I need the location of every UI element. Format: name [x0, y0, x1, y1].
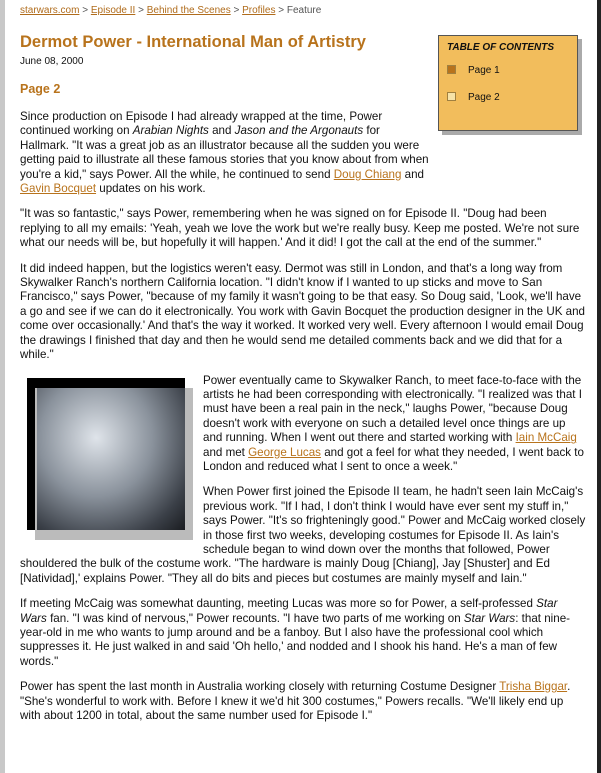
article-body	[20, 110, 586, 734]
link[interactable]: Gavin Bocquet	[20, 182, 97, 196]
text: and got a feel for what they needed, I went back to London and reduced what I sent to once a week."	[203, 445, 584, 473]
link[interactable]: Trisha Biggar	[499, 680, 568, 694]
right-border	[597, 0, 601, 773]
text: >	[230, 5, 243, 16]
left-border	[0, 0, 5, 773]
italic-title: Star Wars	[20, 597, 558, 625]
bullet-square-icon	[447, 92, 456, 101]
text: >	[79, 5, 91, 16]
link[interactable]: starwars.com	[20, 5, 80, 16]
text: fan. "I was kind of nervous," Power recounts. "I have two parts of me working on	[46, 611, 464, 625]
text: Power eventually came to Skywalker Ranch, to meet face-to-face with the artists he had been corresponding with electronically. "I realized was that I must have been a real pain in the neck," laughs Power, "because Doug doesn't work with everyone on such a detailed level once things are up and running. When I went out there and started working with	[203, 373, 582, 445]
link[interactable]: Doug Chiang	[333, 167, 402, 181]
paragraph	[20, 680, 586, 723]
toc-item-page-1[interactable]	[447, 65, 500, 76]
page-title: Dermot Power - International Man of Artistry	[20, 33, 366, 51]
text: updates on his work.	[96, 182, 206, 196]
link[interactable]: Episode II	[90, 5, 136, 16]
paragraph	[20, 262, 586, 363]
text: "It was so fantastic," says Power, remembering when he was signed on for Episode II. "Doug had been replying to all my emails: 'Yeah, yeah we love the work but we're really busy. Keep me posted. We're not sure what our needs will be, but hopefully it will happen.' And it did! I got the call at the end of the summer."	[20, 207, 580, 250]
text: >	[135, 5, 147, 16]
text: and met	[203, 445, 249, 459]
toc-item-page-2[interactable]	[447, 92, 500, 103]
paragraph	[20, 597, 586, 669]
text: and	[208, 124, 235, 138]
link[interactable]: Profiles	[242, 5, 276, 16]
concept-art-image	[27, 378, 193, 540]
text: Power has spent the last month in Australia working closely with returning Costume Designer	[20, 680, 500, 694]
italic-title: Jason and the Argonauts	[234, 124, 364, 138]
bullet-square-icon	[447, 65, 456, 74]
text: > Feature	[275, 5, 322, 16]
toc-item-label: Page 1	[468, 65, 500, 76]
italic-title: Arabian Nights	[132, 124, 209, 138]
link[interactable]: Iain McCaig	[515, 431, 577, 445]
text: and	[401, 167, 425, 181]
toc-heading: TABLE OF CONTENTS	[447, 42, 555, 53]
text: It did indeed happen, but the logistics weren't easy. Dermot was still in London, and that's a long way from Skywalker Ranch's northern California location. "I didn't know if I wanted to up sticks and move to San Francisco," says Power, "because of my family it wasn't going to be that easy. So Doug said, 'Look, we'll have a go and see if we can do it electronically. You work with Gavin Bocquet the production designer in the UK and come over occasionally.' And that's the way it worked. It worked very well. Every afternoon I would email Doug the drawings I finished that day and then he would send me detailed comments back and we did that for a while."	[20, 261, 586, 362]
link[interactable]: George Lucas	[248, 445, 321, 459]
text: Since production on Episode I had already wrapped at the time, Power continued working on	[20, 110, 383, 138]
text: for Hallmark. "It was a great job as an illustrator because all the sudden you were getting paid to illustrate all these famous stories that you know about from when you're a kid," says Power. All the while, he continued to send	[20, 124, 429, 181]
breadcrumb	[20, 5, 321, 16]
article-date: June 08, 2000	[20, 56, 84, 67]
paragraph	[20, 207, 586, 250]
text: : that nine-year-old in me who wants to jump around and be a fanboy. But I also have the professional cool which suppresses it. He just walked in and said 'Oh hello,' and nodded and I shook his hand. He's a man of few words."	[20, 611, 571, 668]
italic-title: Star Wars	[463, 611, 516, 625]
text: If meeting McCaig was somewhat daunting, meeting Lucas was more so for Power, a self-professed	[20, 597, 537, 611]
text: . "She's wonderful to work with. Before I knew it we'd hit 300 costumes," Powers recalls. "We'll likely end up with about 1200 in total, about the same number used for Episode I."	[20, 680, 571, 723]
text: When Power first joined the Episode II team, he hadn't seen Iain McCaig's previous work. "If I had, I don't think I would have ever sent my stuff in," says Power. "It's so frighteningly good." Power and McCaig worked closely in those first two weeks, developing costumes for Episode II. As Iain's schedule began to wind down over the months that followed, Power shouldered the bulk of the costume work. "The hardware is mainly Doug [Chiang], Jay [Shuster] and Ed [Natividad],' explains Power. "They all do bits and pieces but costumes are mainly myself and Iain."	[20, 485, 586, 585]
paragraph	[20, 110, 430, 196]
link[interactable]: Behind the Scenes	[146, 5, 231, 16]
toc-item-label: Page 2	[468, 92, 500, 103]
page-heading: Page 2	[20, 82, 61, 96]
